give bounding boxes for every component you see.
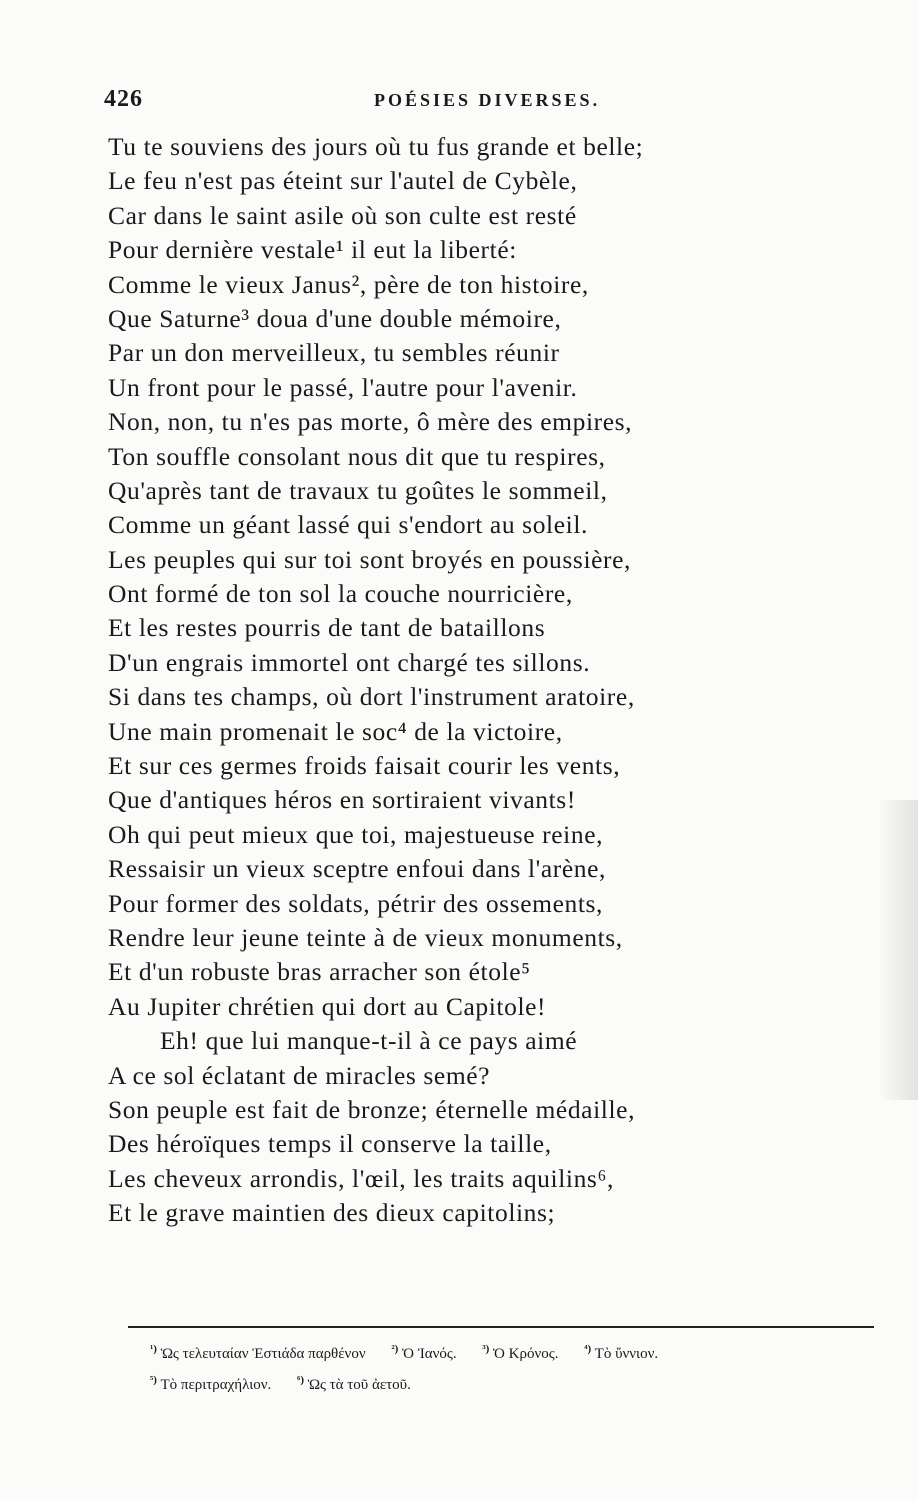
poem-line: Non, non, tu n'es pas morte, ô mère des empires, [108, 407, 633, 437]
poem-line: Pour dernière vestale¹ il eut la liberté: [108, 235, 517, 265]
poem-line-indented: Eh! que lui manque-t-il à ce pays aimé [160, 1026, 578, 1056]
poem-line: Par un don merveilleux, tu sembles réunir [108, 338, 560, 368]
poem-line: Que Saturne³ doua d'une double mémoire, [108, 303, 562, 333]
footnote [297, 1367, 411, 1398]
footnote [391, 1336, 456, 1367]
footnote [150, 1367, 271, 1398]
poem-line: Si dans tes champs, où dort l'instrument aratoire, [108, 682, 635, 712]
page-header [104, 86, 874, 116]
poem-line: Qu'après tant de travaux tu goûtes le sommeil, [108, 475, 608, 505]
poem-line: Que d'antiques héros en sortiraient vivants! [108, 785, 576, 815]
poem-line: Une main promenait le soc⁴ de la victoire, [108, 716, 563, 746]
poem-line: Un front pour le passé, l'autre pour l'avenir. [108, 372, 578, 402]
footnote-text: Τὸ περιτραχήλιον. [160, 1377, 272, 1393]
poem-line: Ressaisir un vieux sceptre enfoui dans l'arène, [108, 854, 607, 884]
footnote-text: Τὸ ὕννιον. [594, 1346, 659, 1362]
footnote-mark: ⁴) [584, 1343, 592, 1355]
footnote-mark: ³) [482, 1343, 490, 1355]
poem-line: Son peuple est fait de bronze; éternelle médaille, [108, 1094, 636, 1124]
poem-line: Ont formé de ton sol la couche nourricière, [108, 579, 573, 609]
footnote-mark: ⁵) [150, 1374, 157, 1386]
poem-line: A ce sol éclatant de miracles semé? [108, 1060, 491, 1090]
footnote [482, 1336, 558, 1367]
footnotes [150, 1336, 880, 1398]
poem-line: Les cheveux arrondis, l'œil, les traits aquilins⁶, [108, 1163, 614, 1193]
poem-body [108, 130, 878, 1231]
paper-stain [878, 800, 918, 1100]
poem-line: Comme un géant lassé qui s'endort au soleil. [108, 510, 588, 540]
poem-line: Des héroïques temps il conserve la taille, [108, 1129, 552, 1159]
footnote-divider [128, 1326, 874, 1328]
poem-line: Ton souffle consolant nous dit que tu respires, [108, 441, 606, 471]
page-number: 426 [104, 86, 143, 112]
poem-line: Tu te souviens des jours où tu fus grande et belle; [108, 132, 644, 161]
poem-line: Le feu n'est pas éteint sur l'autel de Cybèle, [108, 166, 578, 196]
footnote-mark: ¹) [150, 1343, 157, 1355]
footnote-mark: ²) [391, 1343, 399, 1355]
poem-line: Au Jupiter chrétien qui dort au Capitole! [108, 991, 547, 1021]
poem-line: D'un engrais immortel ont chargé tes sillons. [108, 647, 591, 677]
footnote-text: Ὡς τὰ τοῦ ἀετοῦ. [307, 1377, 411, 1393]
footnote-line [150, 1367, 880, 1398]
poem-line: Rendre leur jeune teinte à de vieux monuments, [108, 922, 623, 952]
footnote-line [150, 1336, 880, 1367]
poem-line: Comme le vieux Janus², père de ton histoire, [108, 269, 589, 299]
footnote-text: Ὁ Ἰανός. [402, 1346, 457, 1362]
footnote-mark: ⁶) [297, 1374, 305, 1386]
poem-line: Et les restes pourris de tant de bataillons [108, 613, 546, 643]
poem-line: Et sur ces germes froids faisait courir les vents, [108, 751, 621, 781]
poem-line: Et le grave maintien des dieux capitolins; [108, 1198, 556, 1228]
poem-line: Pour former des soldats, pétrir des ossements, [108, 888, 604, 918]
footnote [584, 1336, 658, 1367]
footnote-text: Ὡς τελευταίαν Ἑστιάδα παρθένον [160, 1346, 366, 1362]
poem-line: Et d'un robuste bras arracher son étole⁵ [108, 957, 531, 987]
poem-line: Oh qui peut mieux que toi, majestueuse reine, [108, 819, 604, 849]
footnote [150, 1336, 366, 1367]
footnote-text: Ὁ Κρόνος. [493, 1346, 559, 1362]
poem-line: Car dans le saint asile où son culte est resté [108, 200, 577, 230]
running-title: POÉSIES DIVERSES. [374, 90, 601, 110]
poem-line: Les peuples qui sur toi sont broyés en poussière, [108, 544, 632, 574]
